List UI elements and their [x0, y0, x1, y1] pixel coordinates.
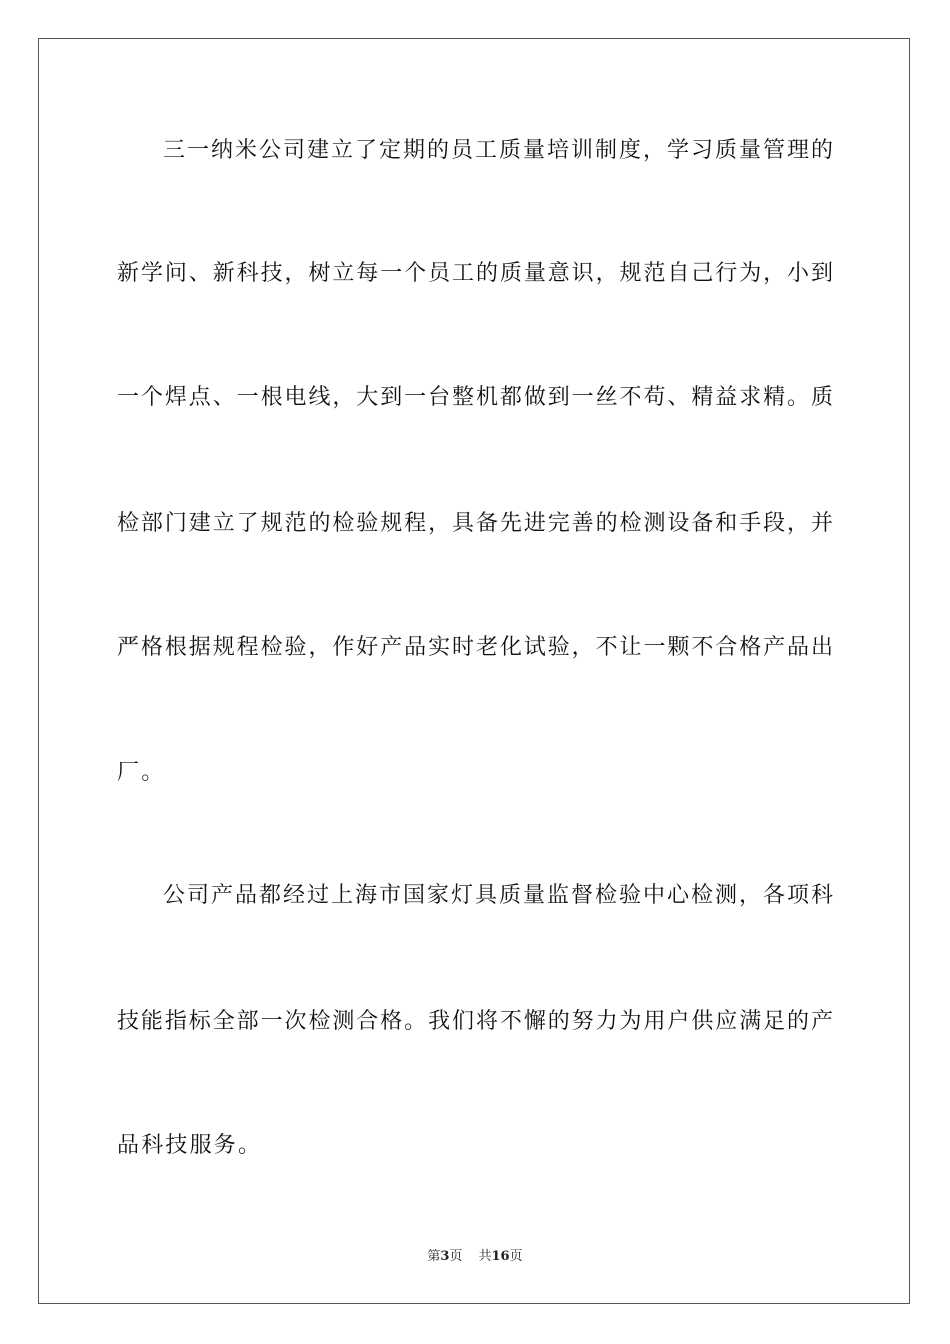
paragraph-1-line-5: 严格根据规程检验，作好产品实时老化试验，不让一颗不合格产品出	[117, 635, 833, 660]
total-suffix: 页	[509, 1249, 523, 1264]
total-pages: 16	[491, 1249, 510, 1264]
paragraph-2-line-3: 品科技服务。	[117, 1133, 263, 1158]
page-footer	[0, 1249, 950, 1265]
paragraph-2-line-1: 公司产品都经过上海市国家灯具质量监督检验中心检测，各项科	[163, 883, 833, 908]
paragraph-1-line-2: 新学问、新科技，树立每一个员工的质量意识，规范自己行为，小到	[117, 261, 833, 286]
total-prefix: 共	[478, 1249, 492, 1264]
page-border	[38, 38, 910, 1304]
page-number: 3	[440, 1249, 450, 1264]
paragraph-1-line-3: 一个焊点、一根电线，大到一台整机都做到一丝不苟、精益求精。质	[117, 385, 833, 410]
page-prefix: 第	[427, 1249, 441, 1264]
paragraph-1-line-4: 检部门建立了规范的检验规程，具备先进完善的检测设备和手段，并	[117, 511, 833, 536]
paragraph-1-line-6: 厂。	[117, 760, 166, 785]
paragraph-2-line-2: 技能指标全部一次检测合格。我们将不懈的努力为用户供应满足的产	[117, 1009, 833, 1034]
paragraph-1-line-1: 三一纳米公司建立了定期的员工质量培训制度，学习质量管理的	[163, 138, 833, 163]
page-suffix: 页	[449, 1249, 463, 1264]
